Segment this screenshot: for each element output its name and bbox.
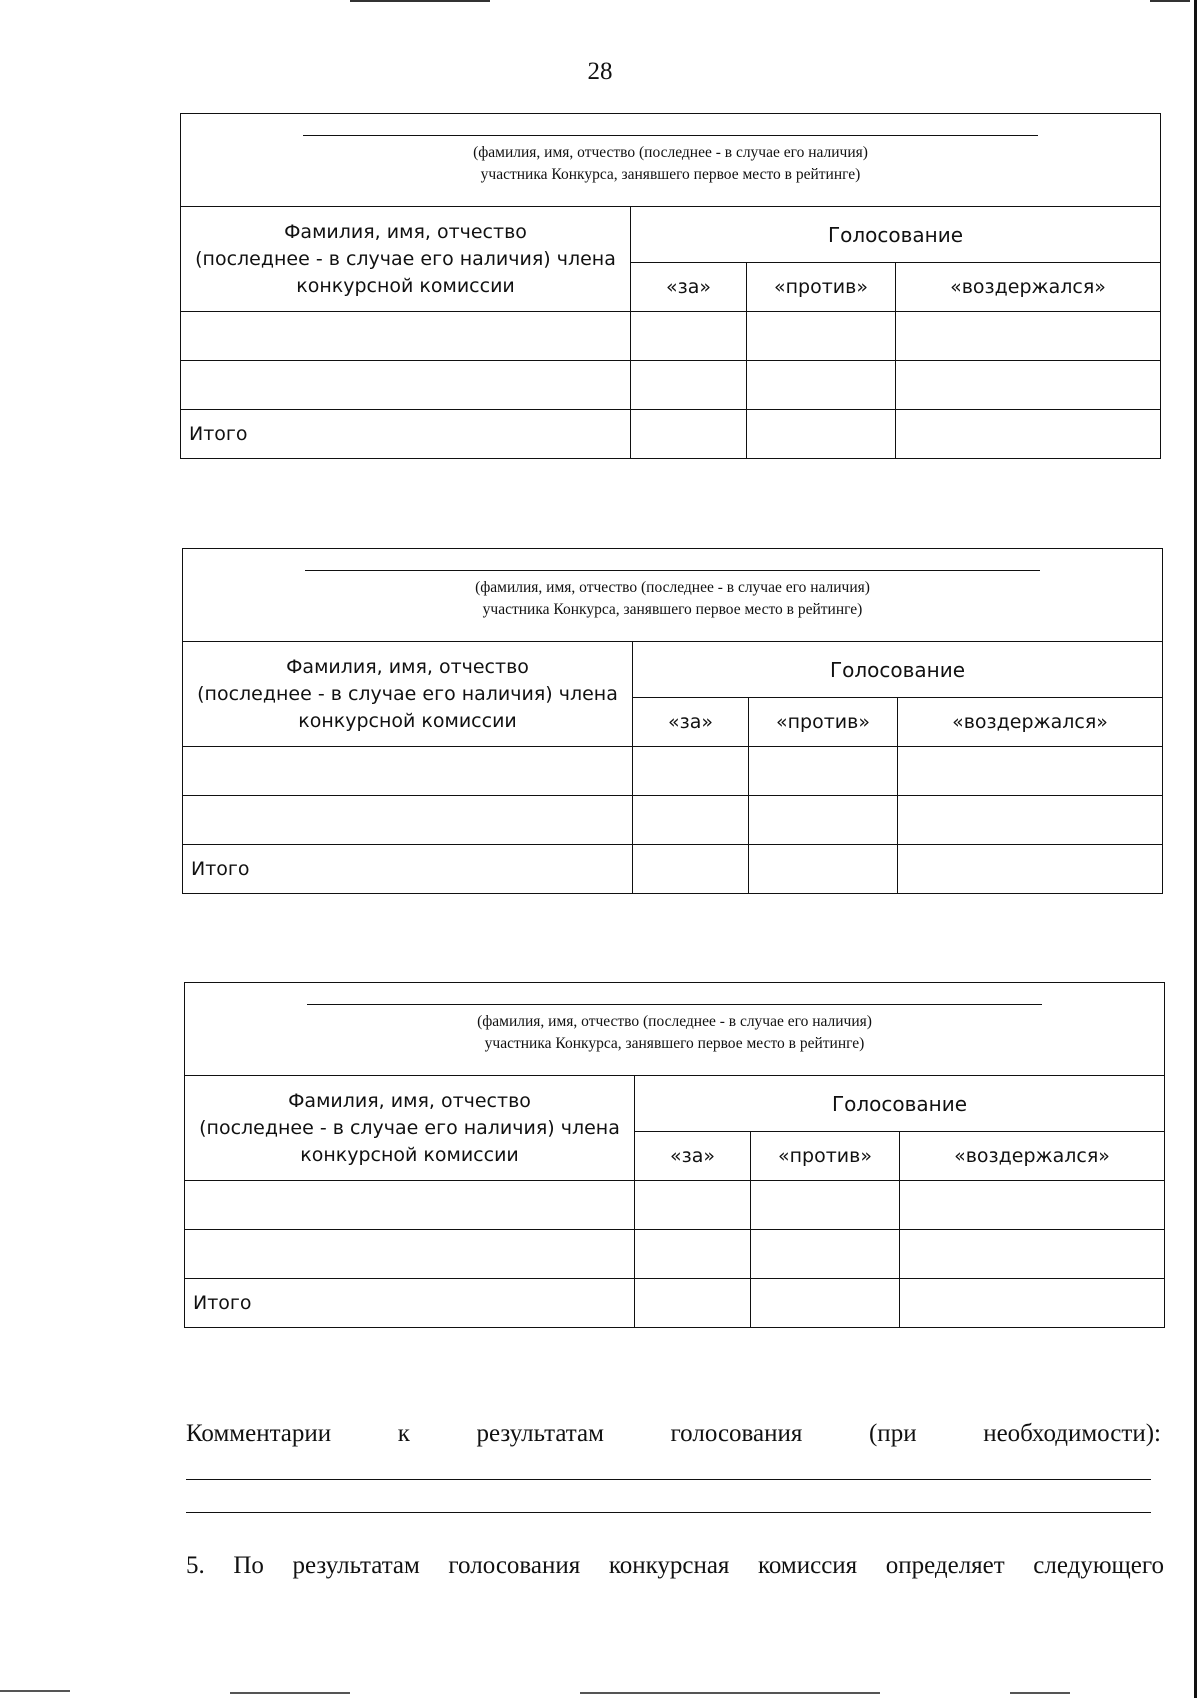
total-abstain-cell[interactable] (896, 410, 1161, 459)
against-cell[interactable] (749, 796, 898, 845)
member-name-header (181, 207, 631, 312)
col-against-header: «против» (751, 1132, 900, 1181)
against-cell[interactable] (751, 1181, 900, 1230)
col-against-header: «против» (747, 263, 896, 312)
for-cell[interactable] (633, 747, 749, 796)
member-header-line: Фамилия, имя, отчество (284, 220, 527, 243)
member-header-line: конкурсной комиссии (300, 1143, 519, 1166)
for-cell[interactable] (635, 1230, 751, 1279)
candidate-caption: участника Конкурса, занявшего первое место в рейтинге) (482, 600, 863, 618)
voting-table-2 (182, 548, 1163, 894)
candidate-name-cell[interactable] (183, 549, 1163, 642)
member-cell[interactable] (183, 747, 633, 796)
comments-word: необходимости): (983, 1420, 1161, 1447)
voting-header: Голосование (633, 642, 1163, 698)
candidate-caption: (фамилия, имя, отчество (последнее - в случае его наличия) (477, 1012, 872, 1030)
comments-label (186, 1420, 1161, 1448)
abstain-cell[interactable] (896, 361, 1161, 410)
for-cell[interactable] (635, 1181, 751, 1230)
member-header-line: конкурсной комиссии (296, 274, 515, 297)
member-name-header (185, 1076, 635, 1181)
against-cell[interactable] (751, 1230, 900, 1279)
table-row (185, 1181, 1165, 1230)
comments-line-2[interactable] (186, 1512, 1151, 1513)
scan-artifact-top (1150, 0, 1190, 2)
total-against-cell[interactable] (751, 1279, 900, 1328)
total-row (183, 845, 1163, 894)
for-cell[interactable] (633, 796, 749, 845)
member-header-line: Фамилия, имя, отчество (286, 655, 529, 678)
candidate-name-line (305, 570, 1040, 571)
member-name-header (183, 642, 633, 747)
voting-header: Голосование (631, 207, 1161, 263)
abstain-cell[interactable] (898, 796, 1163, 845)
comments-word: голосования (670, 1420, 803, 1447)
total-for-cell[interactable] (635, 1279, 751, 1328)
total-abstain-cell[interactable] (900, 1279, 1165, 1328)
total-row (185, 1279, 1165, 1328)
member-header-line: (последнее - в случае его наличия) члена (199, 1116, 620, 1139)
member-cell[interactable] (185, 1181, 635, 1230)
candidate-caption: (фамилия, имя, отчество (последнее - в случае его наличия) (473, 143, 868, 161)
voting-table-3 (184, 982, 1165, 1328)
abstain-cell[interactable] (900, 1181, 1165, 1230)
scan-artifact-top (350, 0, 490, 2)
comments-word: Комментарии (186, 1420, 332, 1447)
item-5-paragraph: 5. По результатам голосования конкурсная комиссия определяет следующего (186, 1552, 1164, 1579)
abstain-cell[interactable] (896, 312, 1161, 361)
member-header-line: Фамилия, имя, отчество (288, 1089, 531, 1112)
col-for-header: «за» (635, 1132, 751, 1181)
total-label: Итого (185, 1279, 635, 1328)
candidate-caption: участника Конкурса, занявшего первое место в рейтинге) (484, 1034, 865, 1052)
comments-word: к (397, 1420, 410, 1447)
total-against-cell[interactable] (749, 845, 898, 894)
col-for-header: «за» (633, 698, 749, 747)
member-header-line: конкурсной комиссии (298, 709, 517, 732)
table-row (183, 747, 1163, 796)
table-row (181, 312, 1161, 361)
scan-artifact-bottom (580, 1692, 880, 1694)
candidate-caption: (фамилия, имя, отчество (последнее - в случае его наличия) (475, 578, 870, 596)
comments-line-1[interactable] (186, 1479, 1151, 1480)
total-for-cell[interactable] (633, 845, 749, 894)
against-cell[interactable] (749, 747, 898, 796)
scan-artifact-bottom (230, 1692, 350, 1694)
total-for-cell[interactable] (631, 410, 747, 459)
total-label: Итого (183, 845, 633, 894)
comments-word: (при (868, 1420, 917, 1447)
col-abstain-header: «воздержался» (900, 1132, 1165, 1181)
for-cell[interactable] (631, 361, 747, 410)
abstain-cell[interactable] (900, 1230, 1165, 1279)
total-row (181, 410, 1161, 459)
candidate-name-cell[interactable] (185, 983, 1165, 1076)
member-cell[interactable] (181, 361, 631, 410)
abstain-cell[interactable] (898, 747, 1163, 796)
candidate-caption: участника Конкурса, занявшего первое место в рейтинге) (480, 165, 861, 183)
col-abstain-header: «воздержался» (898, 698, 1163, 747)
against-cell[interactable] (747, 361, 896, 410)
member-header-line: (последнее - в случае его наличия) члена (195, 247, 616, 270)
table-row (183, 796, 1163, 845)
member-cell[interactable] (183, 796, 633, 845)
table-row (185, 1230, 1165, 1279)
voting-table-1 (180, 113, 1161, 459)
page-number: 28 (587, 58, 613, 85)
candidate-name-cell[interactable] (181, 114, 1161, 207)
candidate-name-line (307, 1004, 1042, 1005)
scan-artifact-bottom (0, 1690, 70, 1692)
against-cell[interactable] (747, 312, 896, 361)
total-against-cell[interactable] (747, 410, 896, 459)
candidate-name-line (303, 135, 1038, 136)
member-cell[interactable] (181, 312, 631, 361)
col-against-header: «против» (749, 698, 898, 747)
member-cell[interactable] (185, 1230, 635, 1279)
voting-header: Голосование (635, 1076, 1165, 1132)
total-abstain-cell[interactable] (898, 845, 1163, 894)
for-cell[interactable] (631, 312, 747, 361)
table-row (181, 361, 1161, 410)
member-header-line: (последнее - в случае его наличия) члена (197, 682, 618, 705)
scan-artifact-bottom (1010, 1692, 1070, 1694)
page-edge-line (1194, 0, 1197, 1698)
total-label: Итого (181, 410, 631, 459)
col-for-header: «за» (631, 263, 747, 312)
col-abstain-header: «воздержался» (896, 263, 1161, 312)
comments-word: результатам (476, 1420, 604, 1447)
